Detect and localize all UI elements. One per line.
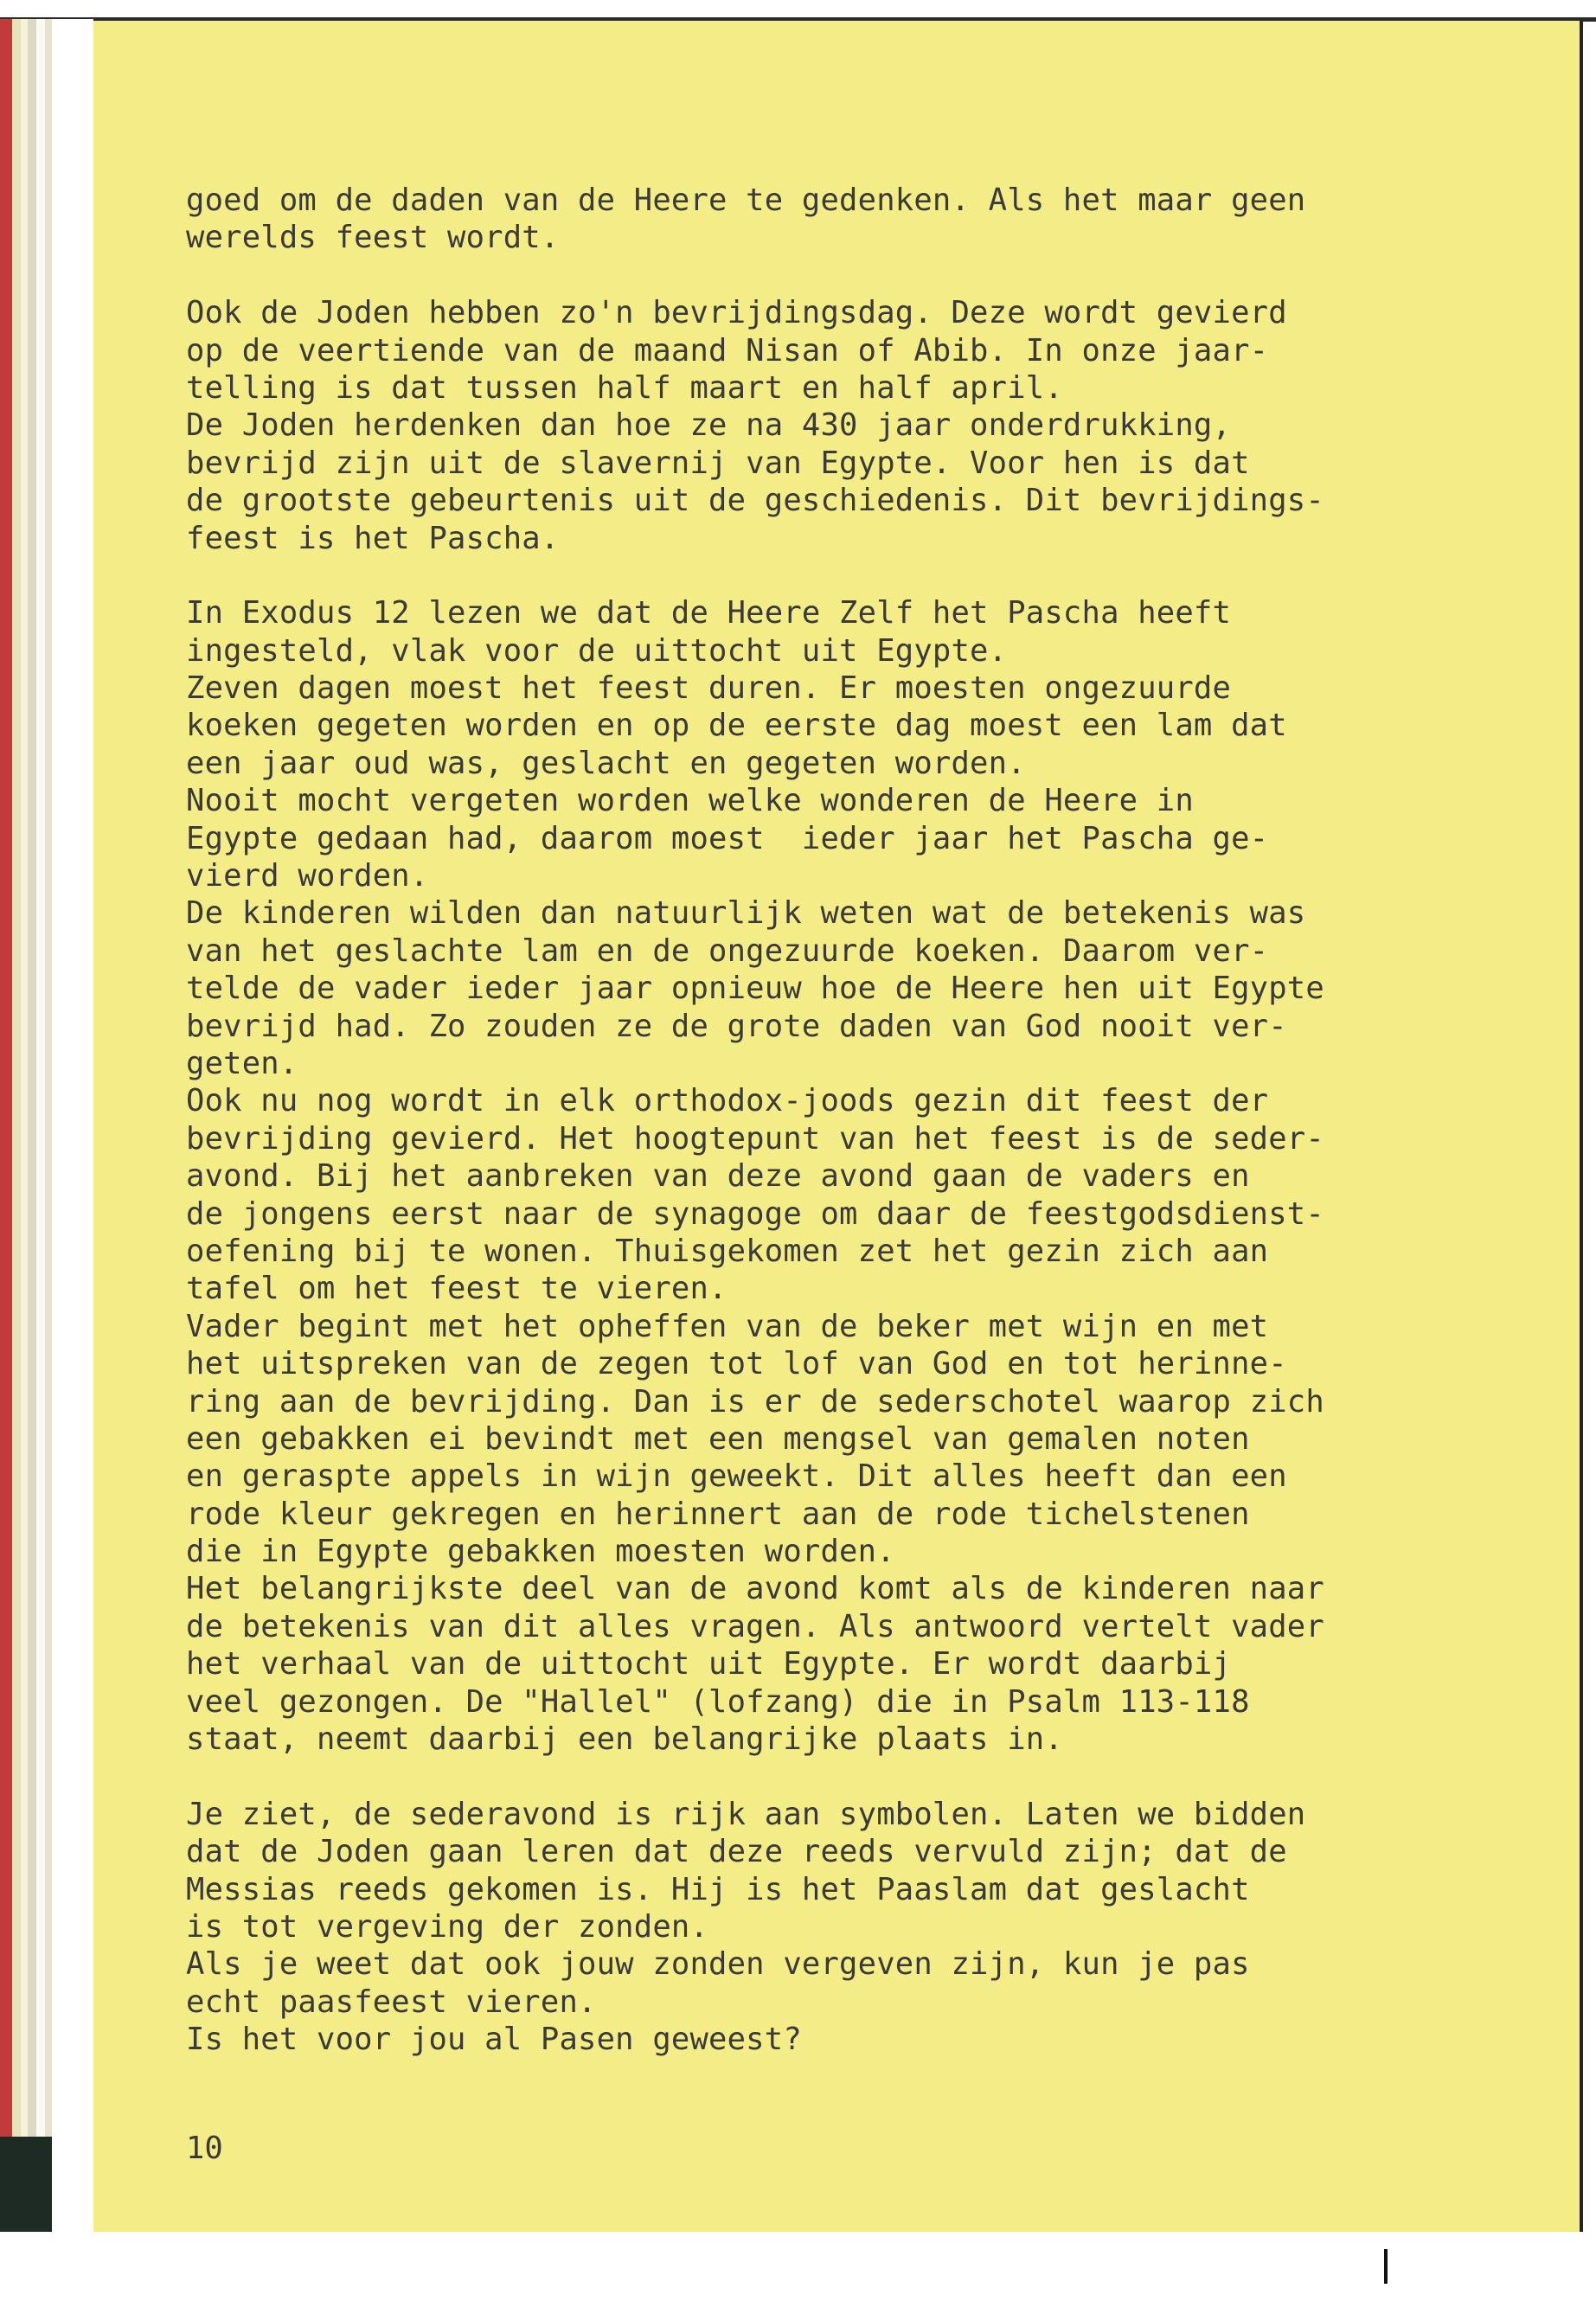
text-line: rode kleur gekregen en herinnert aan de rode tichelstenen xyxy=(186,1496,1250,1532)
page-edge xyxy=(12,19,21,2223)
text-line: Egypte gedaan had, daarom moest ieder jaar het Pascha ge- xyxy=(186,820,1269,856)
text-line: Het belangrijkste deel van de avond komt als de kinderen naar xyxy=(186,1571,1324,1607)
scan-mark xyxy=(1384,2249,1388,2284)
text-line: avond. Bij het aanbreken van deze avond gaan de vaders en xyxy=(186,1158,1250,1195)
page-edge xyxy=(0,19,12,2223)
text-line: In Exodus 12 lezen we dat de Heere Zelf het Pascha heeft xyxy=(186,595,1232,631)
text-line: het verhaal van de uittocht uit Egypte. Er wordt daarbij xyxy=(186,1646,1232,1682)
text-line: bevrijding gevierd. Het hoogtepunt van het feest is de seder- xyxy=(186,1120,1324,1157)
text-line: vierd worden. xyxy=(186,858,429,894)
body-text xyxy=(186,182,1432,2059)
text-line: en geraspte appels in wijn geweekt. Dit alles heeft dan een xyxy=(186,1458,1287,1495)
page-number: 10 xyxy=(186,2131,223,2166)
page-edge xyxy=(21,19,28,2223)
text-line: is tot vergeving der zonden. xyxy=(186,1908,709,1945)
paragraph xyxy=(186,1796,1432,2059)
text-line: telling is dat tussen half maart en half april. xyxy=(186,369,1063,406)
text-line: bevrijd zijn uit de slavernij van Egypte. Voor hen is dat xyxy=(186,445,1250,481)
page-edge xyxy=(52,19,93,2223)
text-line: het uitspreken van de zegen tot lof van God en tot herinne- xyxy=(186,1346,1287,1382)
text-line: tafel om het feest te vieren. xyxy=(186,1271,727,1307)
text-line: echt paasfeest vieren. xyxy=(186,1984,597,2020)
paragraph-gap xyxy=(186,257,1432,294)
text-line: oefening bij te wonen. Thuisgekomen zet het gezin zich aan xyxy=(186,1233,1269,1269)
text-line: dat de Joden gaan leren dat deze reeds vervuld zijn; dat de xyxy=(186,1834,1287,1870)
text-line: veel gezongen. De "Hallel" (lofzang) die in Psalm 113-118 xyxy=(186,1683,1250,1720)
text-line: ingesteld, vlak voor de uittocht uit Egypte. xyxy=(186,632,1008,669)
text-line: van het geslachte lam en de ongezuurde koeken. Daarom ver- xyxy=(186,933,1269,969)
text-line: een gebakken ei bevindt met een mengsel van gemalen noten xyxy=(186,1420,1250,1457)
text-line: Als je weet dat ook jouw zonden vergeven zijn, kun je pas xyxy=(186,1946,1250,1983)
text-line: Zeven dagen moest het feest duren. Er moesten ongezuurde xyxy=(186,670,1232,707)
text-line: de betekenis van dit alles vragen. Als antwoord vertelt vader xyxy=(186,1608,1324,1644)
text-line: de jongens eerst naar de synagoge om daar de feestgodsdienst- xyxy=(186,1195,1324,1232)
text-line: werelds feest wordt. xyxy=(186,220,560,256)
page-edge xyxy=(36,19,45,2223)
text-line: een jaar oud was, geslacht en gegeten worden. xyxy=(186,745,1026,781)
text-line: Ook nu nog wordt in elk orthodox-joods gezin dit feest der xyxy=(186,1083,1269,1119)
paragraph xyxy=(186,182,1432,257)
page-edge xyxy=(28,19,36,2223)
text-line: geten. xyxy=(186,1045,298,1081)
text-line: die in Egypte gebakken moesten worden. xyxy=(186,1534,895,1570)
text-line: Messias reeds gekomen is. Hij is het Paaslam dat geslacht xyxy=(186,1871,1250,1907)
paragraph-gap xyxy=(186,1758,1432,1795)
text-line: op de veertiende van de maand Nisan of Abib. In onze jaar- xyxy=(186,332,1269,369)
paragraph-gap xyxy=(186,557,1432,594)
page-edge xyxy=(45,19,52,2223)
paragraph xyxy=(186,594,1432,1758)
text-line: ring aan de bevrijding. Dan is er de sederschotel waarop zich xyxy=(186,1383,1324,1420)
text-line: staat, neemt daarbij een belangrijke plaats in. xyxy=(186,1721,1063,1758)
text-line: Je ziet, de sederavond is rijk aan symbolen. Laten we bidden xyxy=(186,1796,1306,1832)
page-right-border xyxy=(1580,21,1583,2232)
binding-spine xyxy=(0,2137,52,2232)
paragraph xyxy=(186,294,1432,557)
text-line: koeken gegeten worden en op de eerste dag moest een lam dat xyxy=(186,708,1287,744)
text-line: Vader begint met het opheffen van de beker met wijn en met xyxy=(186,1308,1269,1344)
text-line: De Joden herdenken dan hoe ze na 430 jaar onderdrukking, xyxy=(186,407,1232,444)
text-line: telde de vader ieder jaar opnieuw hoe de Heere hen uit Egypte xyxy=(186,971,1324,1007)
text-line: Nooit mocht vergeten worden welke wonderen de Heere in xyxy=(186,783,1194,819)
text-line: de grootste gebeurtenis uit de geschiedenis. Dit bevrijdings- xyxy=(186,483,1324,519)
text-line: goed om de daden van de Heere te gedenken. Als het maar geen xyxy=(186,183,1306,218)
text-line: Is het voor jou al Pasen geweest? xyxy=(186,2022,802,2058)
text-line: feest is het Pascha. xyxy=(186,520,560,556)
text-line: bevrijd had. Zo zouden ze de grote daden van God nooit ver- xyxy=(186,1008,1287,1044)
text-line: De kinderen wilden dan natuurlijk weten wat de betekenis was xyxy=(186,895,1306,932)
text-line: Ook de Joden hebben zo'n bevrijdingsdag. Deze wordt gevierd xyxy=(186,295,1287,331)
bottom-margin xyxy=(0,2232,1596,2301)
